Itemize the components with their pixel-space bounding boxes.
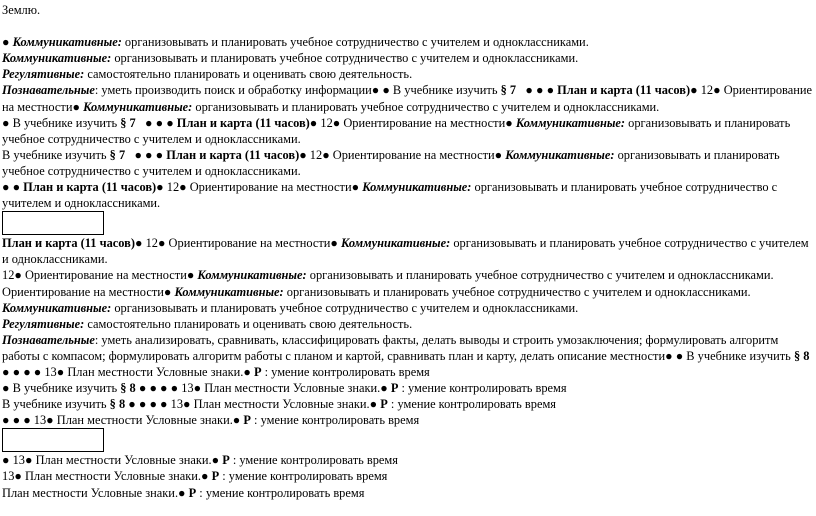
paragraph <box>2 235 813 267</box>
section-ref: § 7 <box>120 115 136 130</box>
bullet-icon: ● <box>232 413 241 428</box>
paragraph <box>2 468 813 484</box>
bullet-icon: ● <box>56 364 65 379</box>
bullet-icon: ● <box>134 147 142 162</box>
letter-p: Р <box>185 485 197 500</box>
bullet-icon: ● <box>33 364 42 379</box>
bullet-icon: ● <box>156 180 164 195</box>
bullet-icon: ● <box>322 147 330 162</box>
label-cognitive: Познавательные <box>2 83 95 98</box>
bullet-icon: ● <box>2 381 10 396</box>
bullet-icon: ● <box>371 83 380 98</box>
number: 13 <box>9 453 25 468</box>
text: : умение контролировать время <box>196 485 365 500</box>
paragraph <box>2 284 813 300</box>
document-page <box>2 2 813 501</box>
number: 12 <box>697 83 714 98</box>
bullet-icon: ● <box>138 397 147 412</box>
bullet-icon: ● <box>546 83 555 98</box>
label-communicative: Коммуникативные: <box>359 180 472 195</box>
label-communicative: Коммуникативные: <box>194 268 307 283</box>
text: Ориентирование на местности <box>340 115 506 130</box>
paragraph <box>2 82 813 114</box>
text: : уметь производить поиск и обработку информации <box>94 83 372 98</box>
text: План местности Условные знаки. <box>201 381 381 396</box>
text: организовывать и планировать учебное сотрудничество с учителем и одноклассниками. <box>111 51 579 66</box>
text: самостоятельно планировать и оценивать свою деятельность. <box>84 67 413 82</box>
paragraph <box>2 316 813 332</box>
label-communicative: Коммуникативные: <box>171 284 284 299</box>
label-regulative: Регулятивные: <box>2 316 85 331</box>
text: Ориентирование на местности <box>2 83 812 114</box>
number: 12 <box>142 236 158 251</box>
text: организовывать и планировать учебное сотрудничество с учителем и одноклассниками. <box>192 99 660 114</box>
empty-box <box>2 211 104 235</box>
bullet-icon: ● <box>201 469 209 484</box>
paragraph <box>2 179 813 211</box>
text: : уметь анализировать, сравнивать, классифицировать факты, делать выводы и строить умозаключения; формулировать алгоритм работы с компасом; формулировать алгоритм работы с планом и картой, сравнивать план и карту, делать описание местности <box>2 332 779 363</box>
letter-p: Р <box>208 469 220 484</box>
text: организовывать и планировать учебное сотрудничество с учителем и одноклассниками. <box>283 284 751 299</box>
bullet-icon: ● <box>179 180 187 195</box>
text: Ориентирование на местности <box>186 180 352 195</box>
letter-p: Р <box>219 453 230 468</box>
label-communicative: Коммуникативные: <box>79 99 193 114</box>
section-ref: § 8 <box>793 348 810 363</box>
number: 13 <box>30 413 47 428</box>
bullet-icon: ● <box>134 236 143 251</box>
bullet-icon: ● <box>14 469 22 484</box>
text: План местности Условные знаки. <box>190 397 370 412</box>
text: Ориентирование на местности <box>21 268 187 283</box>
bullet-icon: ● <box>170 381 179 396</box>
bullet-icon: ● <box>14 268 22 283</box>
text: План местности Условные знаки. <box>32 453 212 468</box>
bullet-icon: ● <box>330 236 338 251</box>
text: организовывать и планировать учебное сотрудничество с учителем и одноклассниками. <box>2 236 809 267</box>
text: : умение контролировать время <box>229 453 398 468</box>
number: 13 <box>178 381 194 396</box>
text: : умение контролировать время <box>398 381 567 396</box>
text: : умение контролировать время <box>261 364 430 379</box>
bullet-icon: ● <box>149 381 157 396</box>
bullet-icon: ● <box>2 413 10 428</box>
top-line: Землю. <box>2 3 41 17</box>
text: В учебнике изучить <box>9 381 121 396</box>
text: организовывать и планировать учебное сотрудничество с учителем и одноклассниками. <box>2 115 791 146</box>
paragraph <box>2 396 813 412</box>
paragraph <box>2 452 813 468</box>
bullet-icon: ● <box>2 115 10 130</box>
bullet-icon: ● <box>332 115 341 130</box>
bullet-icon: ● <box>155 147 164 162</box>
plan-title: План и карта (11 часов) <box>20 180 157 195</box>
text: В учебнике изучить <box>2 147 110 162</box>
text: организовывать и планировать учебное сотрудничество с учителем и одноклассниками. <box>2 180 778 211</box>
text: План местности Условные знаки. <box>64 364 244 379</box>
text: План местности Условные знаки. <box>53 413 233 428</box>
letter-p: Р <box>240 413 251 428</box>
number: 12 <box>163 180 180 195</box>
bullet-icon: ● <box>2 180 10 195</box>
paragraph <box>2 147 813 179</box>
bullet-icon: ● <box>12 413 21 428</box>
bullet-icon: ● <box>46 413 54 428</box>
bullet-icon: ● <box>351 180 360 195</box>
number: 13 <box>41 364 57 379</box>
label-communicative: Коммуникативные: <box>502 147 615 162</box>
section-ref: § 8 <box>109 397 126 412</box>
bullet-icon: ● <box>2 364 10 379</box>
label-cognitive: Познавательные <box>2 332 95 347</box>
bullet-icon: ● <box>183 397 191 412</box>
bullet-icon: ● <box>494 147 503 162</box>
bullet-icon: ● <box>149 397 157 412</box>
text: Ориентирование на местности <box>2 284 164 299</box>
bullet-icon: ● <box>23 413 31 428</box>
paragraph <box>2 332 813 380</box>
bullet-icon: ● <box>157 236 166 251</box>
text: : умение контролировать время <box>387 397 557 412</box>
bullet-icon: ● <box>155 115 164 130</box>
bullet-icon: ● <box>309 115 318 130</box>
bullet-icon: ● <box>12 180 21 195</box>
bullet-icon: ● <box>299 147 307 162</box>
text: План местности Условные знаки. <box>2 485 179 500</box>
bullet-icon: ● <box>243 364 251 379</box>
text: : умение контролировать время <box>250 413 420 428</box>
label-communicative: Коммуникативные: <box>2 51 112 66</box>
bullet-icon: ● <box>690 83 698 98</box>
bullet-icon: ● <box>193 381 202 396</box>
number: 13 <box>2 469 15 484</box>
paragraph <box>2 66 813 82</box>
plan-title: План и карта (11 часов) <box>2 236 135 251</box>
text: В учебнике изучить <box>9 115 121 130</box>
number: 12 <box>306 147 323 162</box>
text: : умение контролировать время <box>219 469 388 484</box>
bullet-icon: ● <box>178 485 186 500</box>
letter-p: Р <box>387 381 399 396</box>
bullet-icon: ● <box>665 348 673 363</box>
number: 12 <box>2 268 15 283</box>
text: Ориентирование на местности <box>165 236 331 251</box>
letter-p: Р <box>377 397 388 412</box>
label-communicative: Коммуникативные: <box>337 236 451 251</box>
number: 12 <box>317 115 333 130</box>
text: В учебнике изучить <box>389 83 501 98</box>
paragraph <box>2 34 813 50</box>
bullet-icon: ● <box>23 364 31 379</box>
text: В учебнике изучить <box>2 397 110 412</box>
text: организовывать и планировать учебное сотрудничество с учителем и одноклассниками. <box>121 35 589 50</box>
section-ref: § 8 <box>120 381 136 396</box>
plan-title: План и карта (11 часов) <box>554 83 691 98</box>
paragraph <box>2 412 813 428</box>
bullet-icon: ● <box>145 147 153 162</box>
bullet-icon: ● <box>382 83 390 98</box>
number: 13 <box>167 397 184 412</box>
bullet-icon: ● <box>128 397 136 412</box>
label-communicative: Коммуникативные: <box>12 35 122 50</box>
bullet-icon: ● <box>145 115 153 130</box>
bullet-icon: ● <box>505 115 513 130</box>
paragraph <box>2 115 813 147</box>
bullet-icon: ● <box>713 83 721 98</box>
bullet-icon: ● <box>160 381 168 396</box>
bullet-icon: ● <box>12 364 21 379</box>
label-communicative: Коммуникативные: <box>2 300 112 315</box>
text: В учебнике изучить <box>683 348 794 363</box>
paragraph <box>2 300 813 316</box>
paragraph <box>2 380 813 396</box>
blank-line <box>2 18 813 34</box>
bullet-icon: ● <box>72 99 80 114</box>
bullet-icon: ● <box>2 35 10 50</box>
bullet-icon: ● <box>138 381 147 396</box>
section-ref: § 7 <box>500 83 517 98</box>
paragraph <box>2 267 813 283</box>
text: Ориентирование на местности <box>329 147 495 162</box>
bullet-icon: ● <box>186 268 195 283</box>
bullet-icon: ● <box>525 83 533 98</box>
letter-p: Р <box>250 364 262 379</box>
text: организовывать и планировать учебное сотрудничество с учителем и одноклассниками. <box>111 300 579 315</box>
bullet-icon: ● <box>380 381 388 396</box>
plan-title: План и карта (11 часов) <box>163 147 300 162</box>
paragraph <box>2 485 813 501</box>
label-communicative: Коммуникативные: <box>512 115 626 130</box>
empty-box <box>2 428 104 452</box>
text: самостоятельно планировать и оценивать свою деятельность. <box>84 316 413 331</box>
text: организовывать и планировать учебное сотрудничество с учителем и одноклассниками. <box>306 268 774 283</box>
label-regulative: Регулятивные: <box>2 67 85 82</box>
paragraph <box>2 50 813 66</box>
text: План местности Условные знаки. <box>21 469 202 484</box>
bullet-icon: ● <box>535 83 544 98</box>
bullet-icon: ● <box>24 453 33 468</box>
bullet-icon: ● <box>369 397 378 412</box>
bullet-icon: ● <box>160 397 168 412</box>
bullet-icon: ● <box>166 115 174 130</box>
text: организовывать и планировать учебное сотрудничество с учителем и одноклассниками. <box>2 147 780 178</box>
plan-title: План и карта (11 часов) <box>173 115 310 130</box>
bullet-icon: ● <box>211 453 220 468</box>
bullet-icon: ● <box>163 284 172 299</box>
bullet-icon: ● <box>2 453 10 468</box>
section-ref: § 7 <box>109 147 126 162</box>
bullet-icon: ● <box>675 348 684 363</box>
